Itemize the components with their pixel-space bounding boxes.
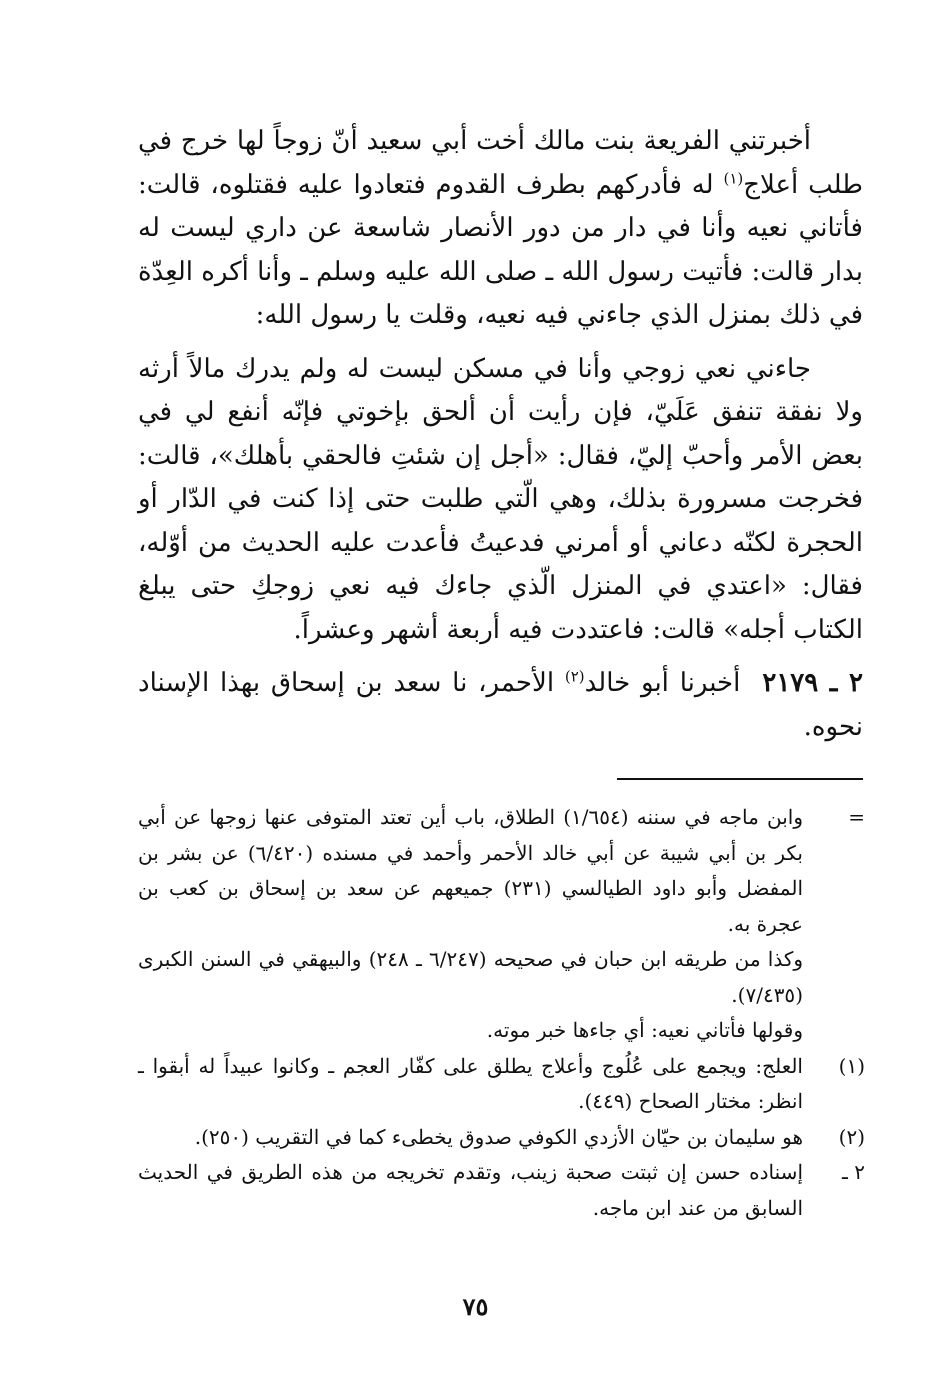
paragraph-1-text-a: أخبرتني الفريعة بنت مالك أخت أبي سعيد أنّ زوجاً لها خرج في طلب أعلاج (138, 126, 863, 200)
main-text (138, 120, 863, 749)
footnote-1 (138, 1049, 865, 1120)
footnote-separator (617, 778, 863, 780)
hadith-2179-text-a: أخبرنا أبو خالد (584, 668, 741, 698)
footnote-marker: (١) (838, 1053, 865, 1078)
footnotes (138, 800, 865, 1226)
hadith-number: ٢ ـ ٢١٧٩ (762, 668, 863, 698)
hadith-2179 (138, 662, 863, 749)
footnote-text: وقولها فأتاني نعيه: أي جاءها خبر موته. (486, 1018, 803, 1042)
paragraph-1-text-b: له فأدركهم بطرف القدوم فتعادوا عليه فقتلوه، قالت: فأتاني نعيه وأنا في دار من دور الأنصار شاسعة عن داري ليست له بدار قالت: فأتيت رسول الله ـ صلى الله عليه وسلم ـ وأنا أكره العِدّة في ذلك بمنزل الذي جاءني فيه نعيه، وقلت يا رسول الله: (138, 169, 863, 330)
footnote-text: وكذا من طريقه ابن حبان في صحيحه (٦/٢٤٧ ـ ٢٤٨) والبيهقي في السنن الكبرى (٧/٤٣٥). (138, 947, 803, 1007)
footnote-text: وابن ماجه في سننه (١/٦٥٤) الطلاق، باب أين تعتد المتوفى عنها زوجها عن أبي بكر بن أبي شيبة عن أبي خالد الأحمر وأحمد في مسنده (٦/٤٢٠) عن بشر بن المفضل وأبو داود الطيالسي (٢٣١) جميعهم عن سعد بن إسحاق بن كعب بن عجرة به. (138, 805, 803, 936)
footnote-2 (138, 1120, 865, 1156)
footnote-ref-1: (١) (723, 168, 744, 187)
footnote-marker (803, 942, 865, 1013)
footnote-continuation (138, 800, 865, 942)
paragraph-1 (138, 120, 863, 338)
footnote-marker: = (848, 805, 865, 829)
page-number: ٧٥ (462, 1292, 489, 1321)
hadith-2179-text-b: الأحمر، نا سعد بن إسحاق بهذا الإسناد نحوه. (138, 668, 863, 742)
footnote-marker: ٢ ـ (842, 1160, 865, 1184)
footnote-continuation-3 (138, 1013, 865, 1049)
footnote-marker: (٢) (838, 1124, 865, 1149)
footnote-text: العلج: ويجمع على عُلُوج وأعلاج يطلق على كفّار العجم ـ وكانوا عبيداً له أبقوا ـ انظر: مختار الصحاح (٤٤٩). (138, 1053, 803, 1113)
footnote-text: هو سليمان بن حيّان الأزدي الكوفي صدوق يخطىء كما في التقريب (٢٥٠). (194, 1124, 803, 1149)
footnote-continuation-2 (138, 942, 865, 1013)
paragraph-2: جاءني نعي زوجي وأنا في مسكن ليست له ولم يدرك مالاً أرثه ولا نفقة تنفق عَلَيّ، فإن رأيت أن ألحق بإخوتي فإنّه أنفع لي في بعض الأمر وأحبّ إليّ، فقال: «أجل إن شئتِ فالحقي بأهلك»، قالت: فخرجت مسرورة بذلك، وهي الّتي طلبت حتى إذا كنت في الدّار أو الحجرة لكنّه دعاني أو أمرني فدعيتُ فأعدت عليه الحديث من أوّله، فقال: «اعتدي في المنزل الّذي جاءك فيه نعي زوجكِ حتى يبلغ الكتاب أجله» قالت: فاعتددت فيه أربعة أشهر وعشراً. (138, 353, 863, 645)
footnote-ref-2: (٢) (564, 667, 585, 686)
footnote-hadith-2 (138, 1155, 865, 1226)
footnote-text: إسناده حسن إن ثبتت صحبة زينب، وتقدم تخريجه من هذه الطريق في الحديث السابق من عند ابن ماجه. (138, 1160, 803, 1220)
footnote-marker (803, 1013, 865, 1049)
